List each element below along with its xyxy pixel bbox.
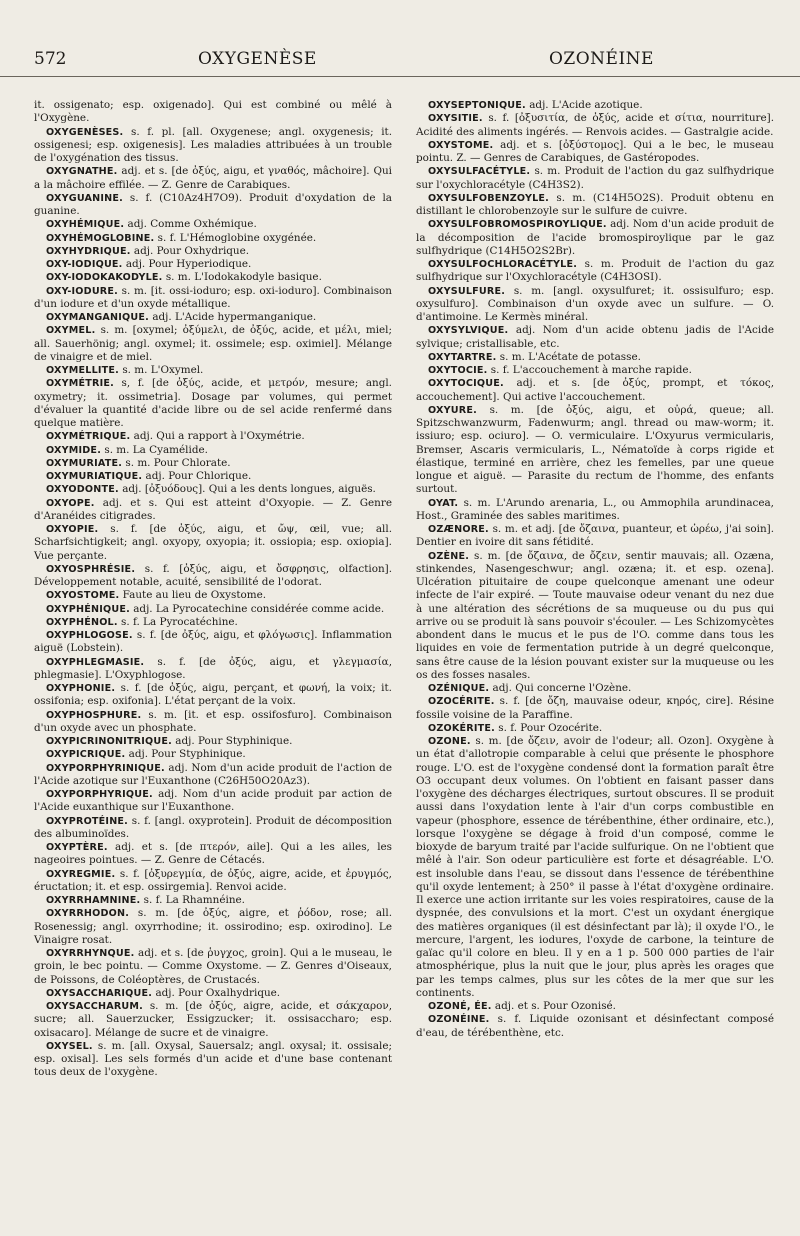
entry-definition: adj. Nom d'un acide obtenu jadis de l'Acide sylvique; cristallisable, etc. [416,324,774,350]
running-head-right: OZONÉINE [549,49,654,69]
entry-headword: OXYMELLITE. [46,365,119,376]
entry-definition: s. f. [ὀξυσιτία, de ὀξύς, acide et σίτια, nourriture]. Acidité des aliments ingérés. — Renvois acides. — Gastralgie acide. [416,112,774,138]
dictionary-entry [34,497,392,524]
dictionary-entry [416,112,774,139]
entry-definition: s. m. Produit de l'action du gaz sulfhydrique sur l'oxychloracétyle (C4H3S2). [416,165,774,191]
entry-headword: OXYPROTÉINE. [46,815,129,827]
entry-definition: adj. et s. [de ῥυγχος, groin]. Qui a le museau, le groin, le bec pointu. — Comme Oxystome. — Z. Genres d'Oiseaux, de Poissons, de Coléoptères, de Crustacés. [34,947,392,986]
entry-headword: OXYPHLEGMASIE. [46,656,145,668]
left-column [34,99,392,1080]
entry-headword: OXYPHÉNIQUE. [46,603,130,615]
page-number: 572 [34,49,67,69]
entry-headword: OXYRRHAMNINE. [46,895,141,906]
entry-definition: s. f. Pour Ozocérite. [498,721,603,734]
dictionary-entry [416,404,774,497]
dictionary-entry [416,192,774,219]
entry-headword: OZOCÉRITE. [428,696,495,708]
entry-headword: OXYSYLVIQUE. [428,325,509,337]
entry-definition: s. f. La Rhamnéine. [143,894,245,906]
entry-headword: OXYSULFOBROMOSPIROYLIQUE. [428,219,607,231]
entry-definition: s. m. [oxymel; ὀξύμελι, de ὀξύς, acide, et μέλι, miel; all. Sauerhönig; angl. oxymel; it. ossimele; esp. oximiel]. Mélange de vinaigre et de miel. [34,324,392,363]
dictionary-entry [416,165,774,192]
dictionary-entry [34,1000,392,1040]
entry-definition: s. m. [de ὄζειν, avoir de l'odeur; all. Ozon]. Oxygène à un état d'allotropie comparable à celui que présente le phosphore rouge. L'O. est de l'oxygène condensé dont la formation paraît être O3 occupant deux volumes. On l'obtient en faisant passer dans l'oxygène des décharges électriques, surtout obscures. Il se produit aussi dans l'oxydation lente à l'air d'un corps combustible en vapeur (phosphore, essence de térébenthine, éther ordinaire, etc.), lorsque l'oxygène se dégage à froid d'un composé, comme le bioxyde de baryum traité par l'acide sulfurique. On ne l'obtient que mêlé à l'air. Son odeur particulière est forte et désagréable. L'O. est insoluble dans l'eau, se dissout dans l'essence de térébenthine qu'il oxyde lentement; à 250° il passe à l'état d'oxygène ordinaire. Il exerce une action irritante sur les voies respiratoires, cause de la dyspnée, des convulsions et la mort. C'est un oxydant énergique des matières organiques (il est désinfectant par là); il oxyde l'O., le mercure, l'argent, les iodures, l'oxyde de carbone, la teinture de gaïac qu'il colore en bleu. Il y en a 1 p. 500 000 parties de l'air atmosphérique, plus la nuit que le jour, plus après les orages que par les temps calmes, plus sur les côtes de la mer que sur les continents. [416,735,774,999]
entry-headword: OXYPORPHYRIQUE. [46,789,153,800]
entry-headword: OXYGUANINE. [46,192,123,204]
dictionary-entry [34,735,392,748]
dictionary-entry [416,735,774,1000]
entry-definition: adj. Nom d'un acide produit de l'action de l'Acide azotique sur l'Euxanthone (C26H50O20Az3). [34,761,392,787]
entry-headword: OXYPHONIE. [46,683,116,694]
entry-definition: s. m. L'Acétate de potasse. [499,350,641,363]
entry-headword: OXYRRHYNQUE. [46,948,135,959]
entry-headword: OXYMANGANIQUE. [46,312,150,323]
entry-definition: s. m. Produit de l'action du gaz sulfhydrique sur l'Oxychloracétyle (C4H3OSI). [416,258,774,284]
entry-headword: OXYPORPHYRINIQUE. [46,762,165,774]
entry-definition: s. f. Liquide ozonisant et désinfectant composé d'eau, de térébenthène, etc. [416,1013,774,1039]
entry-definition: s. m. [all. Oxysal, Sauersalz; angl. oxysal; it. ossisale; esp. oxisal]. Les sels formés d'un acide et d'une base contenant tous deux de l'oxygène. [34,1039,392,1079]
entry-headword: OXYMEL. [46,325,96,337]
entry-headword: OXYTOCIQUE. [428,378,504,390]
dictionary-entry [34,258,392,271]
dictionary-entry [34,563,392,590]
entry-definition: adj. et s. [de ὀξύς, prompt, et τόκος, accouchement]. Qui active l'accouchement. [416,377,775,403]
dictionary-entry [416,523,774,550]
entry-definition: s. m. [de ὀξύς, aigre, et ῥόδον, rose; all. Rosenessig; angl. oxyrrhodine; it. ossirodino; esp. oxirodino]. Le Vinaigre rosat. [34,907,392,946]
entry-definition: s. f. [de ὀξύς, aigu, et φλόγωσις]. Inflammation aiguë (Lobstein). [34,629,392,655]
dictionary-entry [34,311,392,324]
dictionary-entry [34,126,392,166]
entry-definition: s. f. [de ὀξύς, aigu, perçant, et φωνή, la voix; it. ossifonia; esp. oxifonia]. L'état perçant de la voix. [34,682,392,708]
entry-headword: OXYSEL. [46,1040,93,1052]
entry-headword: OXYOPE. [46,497,95,509]
entry-headword: OXYSULFOCHLORACÉTYLE. [428,259,578,270]
entry-definition: adj. et s. Qui est atteint d'Oxyopie. — Z. Genre d'Aranéides citigrades. [34,496,392,522]
entry-definition: adj. L'Acide hypermanganique. [152,311,317,323]
dictionary-entry [34,589,392,602]
entry-definition: adj. Comme Oxhémique. [127,218,257,231]
entry-headword: OZONÉ, ÉE. [428,1001,492,1012]
entry-headword: OXYGENÈSES. [46,126,124,138]
entry-definition: adj. et s. [de ὀξύς, aigu, et γναθός, mâchoire]. Qui a la mâchoire effilée. — Z. Genre de Carabiques. [34,165,392,191]
entry-headword: OXYMÉTRIE. [46,378,114,390]
dictionary-entry [34,430,392,443]
dictionary-entry [34,907,392,947]
entry-definition: s. m. [it. ossi-ioduro; esp. oxi-ioduro]. Combinaison d'un iodure et d'un oxyde métallique. [34,284,392,310]
dictionary-entry [34,841,392,868]
running-head-left: OXYGENÈSE [198,49,317,69]
entry-definition: s. m. L'Iodokakodyle basique. [165,271,322,284]
dictionary-entry [416,1000,774,1013]
entry-definition: s. f. [de ὀξύς, aigu, et γλεγμασία, phlegmasie]. L'Oxyphlogose. [34,655,392,681]
dictionary-entry [416,218,774,258]
dictionary-entry [34,815,392,842]
entry-definition: s. f. pl. [all. Oxygenese; angl. oxygenesis; it. ossigenesi; esp. oxigenesis]. Les maladies attribuées à un trouble de l'oxygénation des tissus. [34,125,393,164]
entry-headword: OXYHÉMIQUE. [46,219,125,231]
entry-columns [34,99,774,1080]
entry-definition: s. m. et adj. [de ὄζαινα, puanteur, et ὠρέω, j'ai soin]. Dentier en ivoire dit sans fétidité. [416,523,774,549]
entry-headword: OXYGNATHE. [46,166,118,178]
entry-headword: OXYSACCHARIQUE. [46,987,153,999]
entry-definition: adj. Qui concerne l'Ozène. [492,682,632,694]
right-column [416,99,774,1080]
entry-headword: OXY-IODIQUE. [46,259,123,270]
dictionary-entry [34,377,392,430]
entry-definition: s. f. (C10Az4H7O9). Produit d'oxydation de la guanine. [34,191,392,217]
header-rule [0,76,800,77]
entry-definition: adj. La Pyrocatechine considérée comme acide. [133,602,385,615]
dictionary-entry [34,457,392,470]
entry-definition: s. f. [ὀξύς, aigu, et ὄσφρησις, olfaction]. Développement notable, acuité, sensibilité de l'odorat. [34,562,392,588]
dictionary-entry [34,99,392,126]
dictionary-entry [416,497,774,524]
dictionary-entry [416,722,774,735]
dictionary-entry [34,444,392,457]
dictionary-entry [34,1040,392,1080]
entry-definition: adj. L'Acide azotique. [529,99,643,111]
entry-definition: s. f. L'Hémoglobine oxygénée. [157,231,317,244]
dictionary-entry [34,788,392,815]
dictionary-entry [416,258,774,285]
entry-definition: s. m. L'Arundo arenaria, L., ou Ammophila arundinacea, Host., Graminée des sables maritimes. [416,496,774,522]
entry-headword: OXYPHOSPHURE. [46,709,142,721]
entry-headword: OXYSITIE. [428,113,483,125]
dictionary-entry [416,324,774,351]
entry-headword: OXYPHLOGOSE. [46,630,133,641]
dictionary-entry [34,483,392,496]
entry-headword: OXY-IODOKAKODYLE. [46,272,163,284]
dictionary-entry [34,616,392,629]
dictionary-entry [34,523,392,563]
dictionary-entry [34,656,392,683]
dictionary-entry [34,218,392,231]
dictionary-entry [416,99,774,112]
entry-definition: s. m. [de ὀξύς, aigre, acide, et σάκχαρον, sucre; all. Sauerzucker, Essigzucker; it. ossisaccharo; esp. oxisacaro]. Mélange de sucre et de vinaigre. [34,1000,392,1039]
entry-headword: OXYURE. [428,404,477,416]
entry-definition: s. m. (C14H5O2S). Produit obtenu en distillant le chlorobenzoyle sur le sulfure de cuivre. [416,191,774,217]
dictionary-entry [416,695,774,722]
dictionary-entry [416,351,774,364]
entry-definition: adj. Pour Styphinique. [128,748,246,761]
dictionary-entry [416,682,774,695]
page-header [34,0,774,74]
entry-definition: adj. Pour Oxalhydrique. [155,986,281,999]
dictionary-entry [416,550,774,683]
entry-definition: s. m. Pour Chlorate. [125,456,231,469]
dictionary-entry [34,682,392,709]
entry-definition: adj. Nom d'un acide produit de la décomposition de l'acide bromospiroylique par le gaz sulfhydrique (C14H5O2S2Br). [416,218,774,257]
entry-definition: s. m. [it. et esp. ossifosfuro]. Combinaison d'un oxyde avec un phosphate. [34,708,392,734]
entry-headword: OXYSTOME. [428,139,494,151]
entry-headword: OXYSACCHARUM. [46,1001,143,1012]
dictionary-entry [34,748,392,761]
entry-headword: OXYTARTRE. [428,351,497,363]
entry-headword: OXYOPIE. [46,524,99,535]
entry-definition: s. m. L'Oxymel. [122,364,204,376]
entry-definition: s. f. La Pyrocatéchine. [121,615,238,628]
entry-definition: s. f. [angl. oxyprotein]. Produit de décomposition des albuminoïdes. [34,814,392,840]
entry-headword: OXYPTÈRE. [46,842,108,853]
entry-headword: OZONÉINE. [428,1014,490,1026]
entry-headword: OXYREGMIE. [46,868,116,880]
entry-headword: OXYODONTE. [46,484,119,496]
entry-headword: OZÉNIQUE. [428,683,490,694]
entry-definition: adj. et s. Pour Ozonisé. [494,1000,616,1012]
entry-headword: OZONE. [428,736,471,747]
dictionary-entry [416,285,774,325]
entry-definition: adj. [ὀξυόδους]. Qui a les dents longues, aiguës. [122,483,376,496]
dictionary-entry [34,709,392,736]
dictionary-entry [34,987,392,1000]
dictionary-entry [34,470,392,483]
entry-headword: OXYPHÉNOL. [46,616,118,628]
dictionary-entry [34,762,392,789]
entry-headword: OXYHYDRIQUE. [46,245,131,257]
entry-headword: OXYMURIATE. [46,457,123,469]
dictionary-entry [34,364,392,377]
entry-definition: s. m. [de ὄζαινα, de ὄζειν, sentir mauvais; all. Ozæna, stinkendes, Nasengeschwur; angl. ozæna; it. et esp. ozena]. Ulcération pituitaire de coupe quelconque amenant une odeur infecte de l'air expiré. — Toute mauvaise odeur venant du nez due à une altération des sécrétions de sa muqueuse ou du pus qui arrive ou se produit là sans pouvoir s'écouler. — Les Schizomycètes abondent dans le mucus et le pus de l'O. comme dans tous les liquides en voie de fermentation putride à un degré quelconque, sans être cause de la lésion pouvant exister sur la muqueuse ou les os des fosses nasales. [416,549,774,681]
entry-definition: adj. Pour Styphinique. [175,735,293,747]
entry-definition: adj. et s. [de πτερόν, aile]. Qui a les ailes, les nageoires pointues. — Z. Genre de Cétacés. [34,841,392,867]
entry-headword: OXYMURIATIQUE. [46,471,143,482]
dictionary-entry [34,245,392,258]
entry-headword: OXYPICRIQUE. [46,749,126,761]
dictionary-entry [416,377,774,404]
entry-definition: Faute au lieu de Oxystome. [122,589,267,602]
dictionary-entry [416,139,774,166]
dictionary-entry [34,192,392,219]
dictionary-entry [34,894,392,907]
dictionary-entry [34,868,392,895]
dictionary-entry [34,271,392,284]
dictionary-entry [34,947,392,987]
entry-headword: OXYMÉTRIQUE. [46,431,131,443]
entry-definition: s. m. [de ὀξύς, aigu, et οὐρά, queue; all. Spitzschwanzwurm, Fadenwurm; angl. thread ou maw-worm; it. issiuro; esp. ociuro]. — O. vermiculaire. L'Oxyurus vermicularis, Bremser, Ascaris vermicularis, L., Nématoïde à corps rigide et élastique, terminé en arrière, chez les femelles, par une queue longue et aiguë. — Parasite du rectum de l'homme, des enfants surtout. [416,403,774,496]
dictionary-entry [34,285,392,312]
entry-headword: OXYTOCIE. [428,365,488,376]
entry-definition: s. f. [de ὀξύς, aigu, et ὤψ, œil, vue; all. Scharfsichtigkeit; angl. oxyopy, oxyopia; it. ossiopia; esp. oxiopia]. Vue perçante. [34,523,392,562]
entry-definition: s. m. La Cyamélide. [104,443,208,456]
dictionary-entry [34,165,392,192]
dictionary-entry [416,364,774,377]
entry-definition: s. f. [de ὄζη, mauvaise odeur, κηρός, cire]. Résine fossile voisine de la Paraffine. [416,695,774,721]
entry-headword: OXYSULFURE. [428,285,506,297]
dictionary-entry [34,232,392,245]
entry-headword: OXY-IODURE. [46,285,118,297]
entry-headword: OXYPICRINONITRIQUE. [46,736,172,747]
entry-definition: s. f. [ὀξυρεγμία, de ὀξύς, aigre, acide, et ἐρυγμός, éructation; it. et esp. ossirgemia]. Renvoi acide. [34,867,392,893]
entry-definition: adj. Pour Oxhydrique. [133,244,250,257]
entry-headword: OXYMIDE. [46,444,102,456]
entry-definition: adj. Nom d'un acide produit par action de l'Acide euxanthique sur l'Euxanthone. [34,788,393,814]
entry-definition: adj. Pour Hyperiodique. [125,258,252,270]
entry-headword: OXYOSPHRÉSIE. [46,563,136,575]
entry-headword: OXYSEPTONIQUE. [428,100,526,111]
entry-definition: adj. et s. [ὀξύστομος]. Qui a le bec, le museau pointu. Z. — Genres de Carabiques, de Gastéropodes. [416,138,774,164]
entry-definition: s. m. [angl. oxysulfuret; it. ossisulfuro; esp. oxysulfuro]. Combinaison d'un oxyde avec un sulfure. — O. d'antimoine. Le Kermès minéral. [416,284,774,323]
dictionary-entry [34,629,392,656]
entry-headword: OZÆNORE. [428,524,489,535]
dictionary-entry [34,603,392,616]
entry-headword: OXYHÉMOGLOBINE. [46,232,155,244]
entry-headword: OXYSULFOBENZOYLE. [428,192,550,204]
entry-definition: it. ossigenato; esp. oxigenado]. Qui est combiné ou mêlé à l'Oxygène. [34,99,392,125]
entry-headword: OZÈNE. [428,550,470,562]
dictionary-entry [416,1013,774,1040]
entry-definition: adj. Qui a rapport à l'Oxymétrie. [133,430,305,443]
entry-headword: OXYSULFACÉTYLE. [428,166,531,178]
entry-headword: OXYRRHODON. [46,908,130,920]
entry-definition: s, f. [de ὀξύς, acide, et μετρόν, mesure; angl. oxymetry; it. ossimetria]. Dosage par volumes, qui permet d'évaluer la quantité d'acide libre ou de sel acide renfermé dans quelque matière. [34,377,392,429]
entry-definition: s. f. L'accouchement à marche rapide. [490,364,692,376]
entry-headword: OZOKÉRITE. [428,722,495,734]
dictionary-entry [34,324,392,364]
entry-definition: adj. Pour Chlorique. [145,470,252,482]
entry-headword: OYAT. [428,497,459,509]
entry-headword: OXYOSTOME. [46,590,120,602]
